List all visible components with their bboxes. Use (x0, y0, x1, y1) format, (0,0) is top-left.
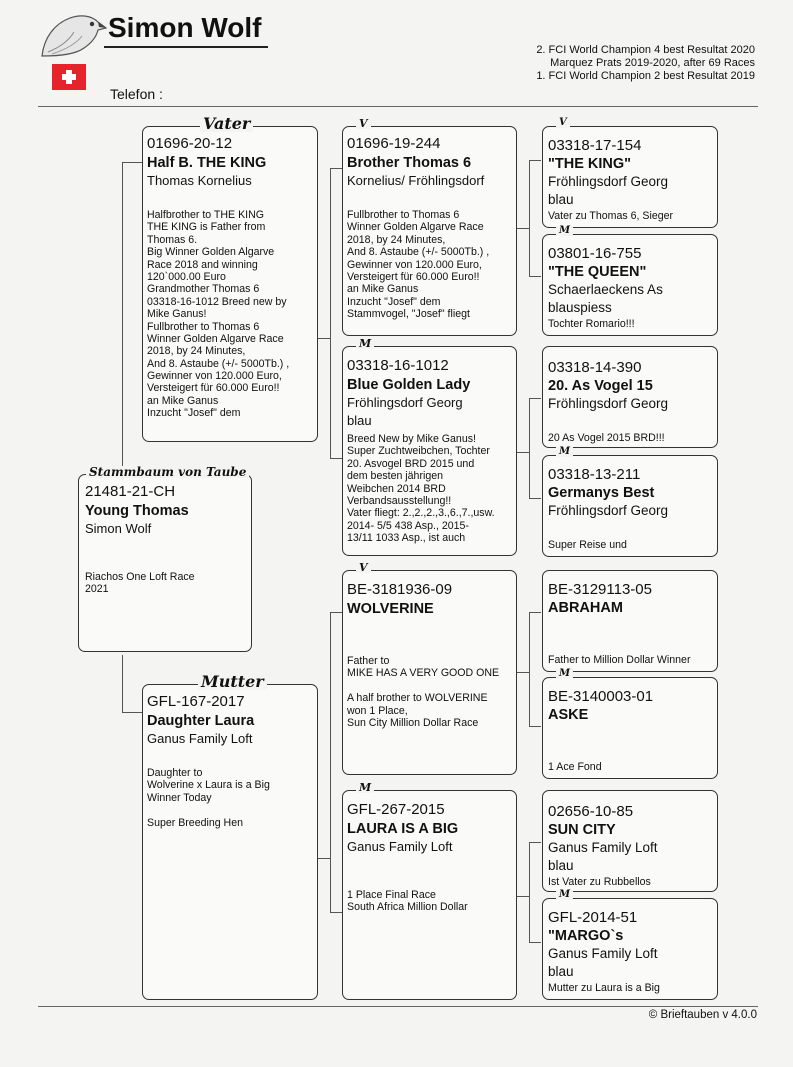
v-label: V (356, 562, 371, 573)
pigeon-name: Daughter Laura (147, 713, 255, 729)
color: blau (548, 192, 574, 207)
stammbaum-label: Stammbaum von Taube (86, 466, 249, 478)
pigeon-note: Vater zu Thomas 6, Sieger (548, 210, 674, 222)
pedigree-card-fff (542, 126, 718, 228)
m-label: M (556, 226, 573, 236)
owner: Ganus Family Loft (548, 946, 658, 961)
pigeon-name: Brother Thomas 6 (347, 155, 472, 171)
pigeon-name: "THE KING" (548, 156, 632, 172)
swiss-flag-icon (52, 64, 86, 90)
pedigree-card-mm (342, 790, 517, 1000)
ring-number: BE-3181936-09 (347, 581, 453, 598)
pigeon-name: LAURA IS A BIG (347, 821, 459, 837)
pedigree-card-ff (342, 126, 517, 336)
pedigree-card-ffm (542, 234, 718, 336)
breeder-name: Simon Wolf (108, 12, 262, 43)
ring-number: GFL-2014-51 (548, 909, 638, 926)
results-block (435, 44, 755, 84)
result-line: 1. FCI World Champion 2 best Resultat 2019 (536, 70, 755, 83)
pigeon-name: 20. As Vogel 15 (548, 378, 653, 394)
result-line: Marquez Prats 2019-2020, after 69 Races (550, 57, 755, 70)
color: blau (548, 964, 574, 979)
pigeon-name: Germanys Best (548, 485, 655, 501)
pedigree-card-fmf (542, 346, 718, 448)
owner: Fröhlingsdorf Georg (548, 503, 669, 518)
pigeon-note: Mutter zu Laura is a Big (548, 982, 660, 994)
ring-number: 01696-19-244 (347, 135, 441, 152)
pigeon-note: Father to Million Dollar Winner (548, 654, 691, 666)
color: blau (548, 858, 574, 873)
pigeon-note: Halfbrother to THE KING THE KING is Father from Thomas 6. Big Winner Golden Algarve Race 2018 and winning 120`000.00 Euro Grandmother Thomas 6 03318-16-1012 Breed new by Mike Ganus! Fullbrother to Thomas 6 Winner Golden Algarve Race 2018, by 24 Minutes, And 8. Astaube (+/- 5000Tb.) , Gewinner von 120.000 Euro, Versteigert für 60.000 Euro!! an Mike Ganus Inzucht "Josef" dem (147, 209, 290, 420)
result-line: 2. FCI World Champion 4 best Resultat 2020 (536, 44, 755, 56)
pigeon-logo (38, 8, 110, 60)
ring-number: 03318-16-1012 (347, 357, 449, 374)
pigeon-note: Super Reise und (548, 539, 627, 551)
pigeon-name: ABRAHAM (548, 600, 623, 616)
pedigree-card-fm (342, 346, 517, 556)
m-label: M (556, 669, 573, 679)
ring-number: BE-3129113-05 (548, 581, 652, 598)
pigeon-note: Father to MIKE HAS A VERY GOOD ONE A half brother to WOLVERINE won 1 Place, Sun City Million Dollar Race (347, 655, 500, 729)
color: blauspiess (548, 300, 612, 315)
pigeon-name: Blue Golden Lady (347, 377, 471, 393)
pedigree-card-mmm (542, 898, 718, 1000)
ring-number: GFL-267-2015 (347, 801, 445, 818)
pigeon-note: 20 As Vogel 2015 BRD!!! (548, 432, 665, 444)
v-label: V (556, 118, 570, 128)
m-label: M (356, 782, 374, 793)
pedigree-card-fmm (542, 455, 718, 557)
pigeon-name: ASKE (548, 707, 589, 723)
ring-number: 01696-20-12 (147, 135, 233, 152)
owner: Thomas Kornelius (147, 173, 252, 188)
ring-number: GFL-167-2017 (147, 693, 245, 710)
pigeon-note: 1 Place Final Race South Africa Million Dollar (347, 889, 468, 914)
pigeon-note: Breed New by Mike Ganus! Super Zuchtweibchen, Tochter 20. Asvogel BRD 2015 und dem besten jährigen Weibchen 2014 BRD Verbandsausstellung!! Vater fliegt: 2.,2.,2.,3.,6.,7.,usw. 2014- 5/5 438 Asp., 2015- 13/11 1033 Asp., ist auch (347, 433, 495, 545)
pedigree-card-mff (542, 570, 718, 672)
owner: Ganus Family Loft (548, 840, 658, 855)
pigeon-name: "THE QUEEN" (548, 264, 647, 280)
pedigree-card-mother (142, 684, 318, 1000)
v-label: V (356, 118, 371, 129)
pigeon-name: Young Thomas (85, 503, 189, 519)
pedigree-card-father (142, 126, 318, 442)
ring-number: 03318-14-390 (548, 359, 642, 376)
pedigree-card-mfm (542, 677, 718, 779)
owner: Schaerlaeckens As (548, 282, 663, 297)
ring-number: 02656-10-85 (548, 803, 634, 820)
copyright: © Brieftauben v 4.0.0 (648, 1009, 757, 1021)
pigeon-name: SUN CITY (548, 822, 616, 838)
owner: Ganus Family Loft (147, 731, 253, 746)
pigeon-name: Half B. THE KING (147, 155, 267, 171)
owner: Fröhlingsdorf Georg (548, 174, 669, 189)
m-label: M (556, 447, 573, 457)
color: blau (347, 413, 372, 428)
pigeon-name: "MARGO`s (548, 928, 624, 944)
pigeon-note: Tochter Romario!!! (548, 318, 635, 330)
mutter-label: Mutter (198, 674, 267, 690)
m-label: M (556, 890, 573, 900)
ring-number: 21481-21-CH (85, 483, 176, 500)
pigeon-note: Ist Vater zu Rubbellos (548, 876, 651, 888)
m-label: M (356, 338, 374, 349)
ring-number: BE-3140003-01 (548, 688, 654, 705)
pigeon-note: Daughter to Wolverine x Laura is a Big Winner Today Super Breeding Hen (147, 767, 270, 829)
pigeon-note: Fullbrother to Thomas 6 Winner Golden Algarve Race 2018, by 24 Minutes, And 8. Astaube (+/- 5000Tb.) , Gewinner von 120.000 Euro, Versteigert für 60.000 Euro!! an Mike Ganus Inzucht "Josef" dem Stammvogel, "Josef" fliegt (347, 209, 490, 321)
owner: Fröhlingsdorf Georg (548, 396, 669, 411)
ring-number: 03801-16-755 (548, 245, 642, 262)
vater-label: Vater (200, 116, 253, 132)
owner: Kornelius/ Fröhlingsdorf (347, 173, 485, 188)
pedigree-card-subject (78, 474, 252, 652)
pigeon-note: 1 Ace Fond (548, 761, 602, 773)
pedigree-card-mf (342, 570, 517, 775)
pigeon-name: WOLVERINE (347, 601, 434, 617)
pigeon-note: Riachos One Loft Race 2021 (85, 571, 195, 596)
owner: Fröhlingsdorf Georg (347, 395, 463, 410)
ring-number: 03318-13-211 (548, 466, 641, 483)
pedigree-card-mmf (542, 790, 718, 892)
ring-number: 03318-17-154 (548, 137, 642, 154)
telefon-label: Telefon : (110, 86, 163, 102)
owner: Simon Wolf (85, 521, 152, 536)
owner: Ganus Family Loft (347, 839, 453, 854)
